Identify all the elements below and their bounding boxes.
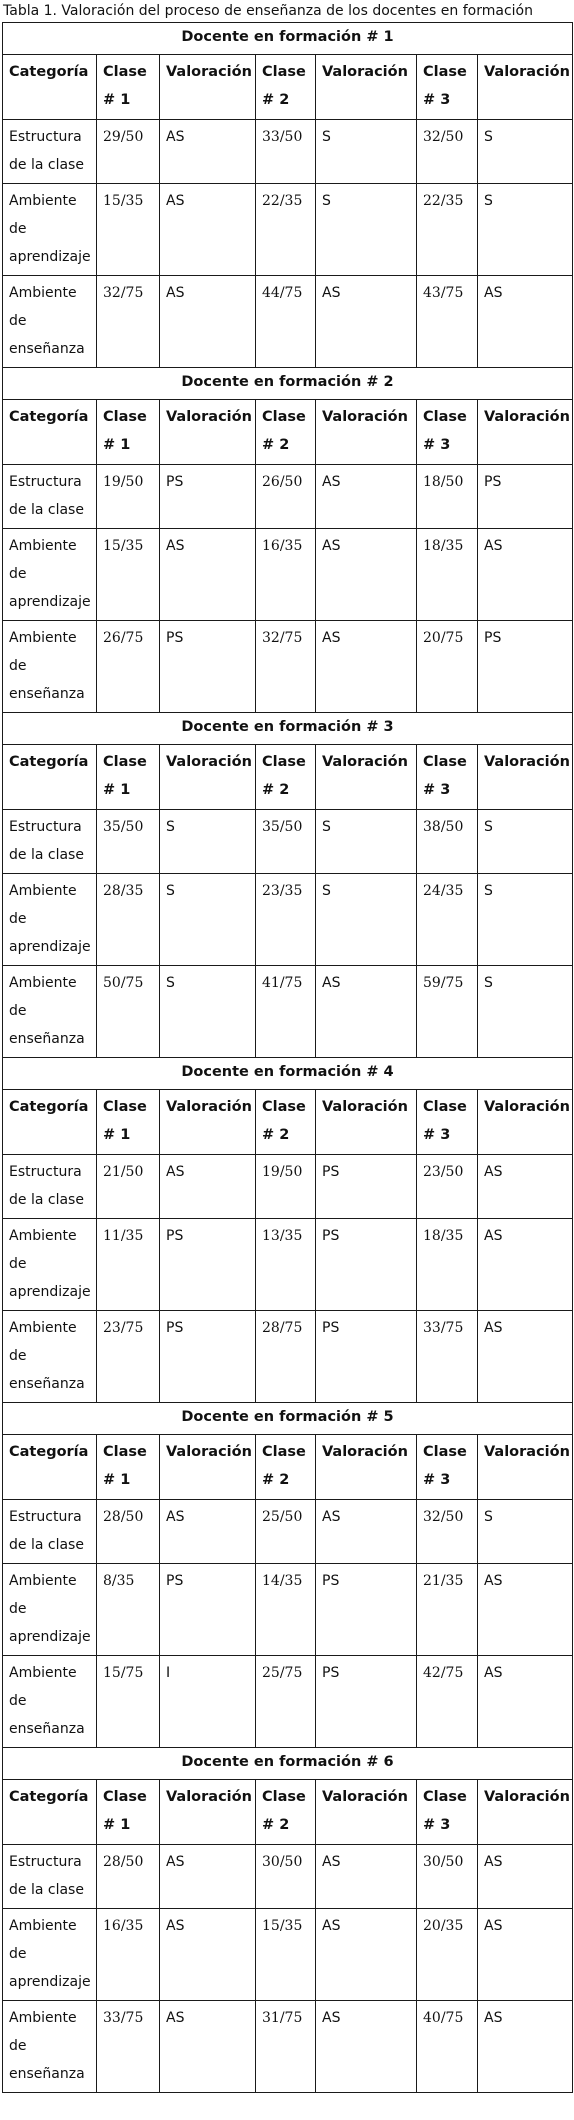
class-3-rating: S — [478, 184, 573, 276]
class-2-rating: AS — [316, 1845, 417, 1909]
class-3-score: 32/50 — [417, 1500, 478, 1564]
section-title: Docente en formación # 5 — [3, 1403, 573, 1435]
rating-2-header: Valoración — [316, 55, 417, 120]
class-3-rating: AS — [478, 276, 573, 368]
category-header: Categoría — [3, 745, 97, 810]
category-header: Categoría — [3, 1435, 97, 1500]
class-3-rating: S — [478, 120, 573, 184]
class-2-score: 28/75 — [256, 1311, 316, 1403]
class-3-rating: AS — [478, 529, 573, 621]
class-3-header: Clase # 3 — [417, 745, 478, 810]
class-2-score: 23/35 — [256, 874, 316, 966]
section-title: Docente en formación # 4 — [3, 1058, 573, 1090]
class-3-rating: S — [478, 810, 573, 874]
class-2-rating: AS — [316, 2001, 417, 2093]
section-title-row — [3, 1748, 573, 1780]
class-1-score: 28/50 — [97, 1845, 160, 1909]
class-1-rating: AS — [160, 120, 256, 184]
section-title-row — [3, 23, 573, 55]
table-row — [3, 966, 573, 1058]
class-1-score: 33/75 — [97, 2001, 160, 2093]
class-3-score: 18/35 — [417, 529, 478, 621]
class-2-score: 35/50 — [256, 810, 316, 874]
class-3-header: Clase # 3 — [417, 400, 478, 465]
class-1-rating: PS — [160, 1311, 256, 1403]
class-1-score: 15/35 — [97, 184, 160, 276]
class-1-header: Clase # 1 — [97, 745, 160, 810]
class-3-score: 59/75 — [417, 966, 478, 1058]
category-cell: Ambiente de enseñanza — [3, 1656, 97, 1748]
section-title-row — [3, 1403, 573, 1435]
class-2-rating: PS — [316, 1564, 417, 1656]
rating-2-header: Valoración — [316, 1780, 417, 1845]
class-3-score: 32/50 — [417, 120, 478, 184]
rating-1-header: Valoración — [160, 1090, 256, 1155]
class-2-rating: PS — [316, 1311, 417, 1403]
class-1-rating: S — [160, 810, 256, 874]
rating-3-header: Valoración — [478, 400, 573, 465]
class-1-rating: AS — [160, 1500, 256, 1564]
category-cell: Ambiente de aprendizaje — [3, 1909, 97, 2001]
rating-3-header: Valoración — [478, 55, 573, 120]
class-1-rating: AS — [160, 1845, 256, 1909]
class-1-score: 8/35 — [97, 1564, 160, 1656]
header-row — [3, 1435, 573, 1500]
class-1-rating: PS — [160, 621, 256, 713]
category-header: Categoría — [3, 400, 97, 465]
category-header: Categoría — [3, 55, 97, 120]
class-2-rating: AS — [316, 966, 417, 1058]
class-1-score: 28/50 — [97, 1500, 160, 1564]
class-2-rating: AS — [316, 529, 417, 621]
rating-1-header: Valoración — [160, 1780, 256, 1845]
class-3-score: 33/75 — [417, 1311, 478, 1403]
category-cell: Estructura de la clase — [3, 1845, 97, 1909]
class-1-score: 23/75 — [97, 1311, 160, 1403]
table-row — [3, 120, 573, 184]
category-cell: Ambiente de aprendizaje — [3, 184, 97, 276]
class-2-score: 16/35 — [256, 529, 316, 621]
class-2-rating: PS — [316, 1219, 417, 1311]
class-2-score: 15/35 — [256, 1909, 316, 2001]
rating-1-header: Valoración — [160, 55, 256, 120]
category-cell: Ambiente de enseñanza — [3, 276, 97, 368]
class-1-score: 28/35 — [97, 874, 160, 966]
section-title: Docente en formación # 3 — [3, 713, 573, 745]
rating-3-header: Valoración — [478, 1090, 573, 1155]
class-2-rating: PS — [316, 1656, 417, 1748]
class-2-rating: AS — [316, 621, 417, 713]
table-row — [3, 184, 573, 276]
class-1-score: 21/50 — [97, 1155, 160, 1219]
class-3-score: 24/35 — [417, 874, 478, 966]
rating-2-header: Valoración — [316, 745, 417, 810]
class-1-score: 32/75 — [97, 276, 160, 368]
class-3-score: 40/75 — [417, 2001, 478, 2093]
class-3-rating: S — [478, 966, 573, 1058]
table-row — [3, 1564, 573, 1656]
class-1-rating: PS — [160, 1564, 256, 1656]
class-3-rating: S — [478, 874, 573, 966]
class-1-rating: AS — [160, 529, 256, 621]
table-row — [3, 1500, 573, 1564]
class-3-rating: PS — [478, 621, 573, 713]
evaluation-table — [2, 22, 573, 2093]
class-3-score: 23/50 — [417, 1155, 478, 1219]
table-row — [3, 1909, 573, 2001]
class-3-rating: AS — [478, 2001, 573, 2093]
class-1-score: 50/75 — [97, 966, 160, 1058]
category-cell: Estructura de la clase — [3, 810, 97, 874]
section-title: Docente en formación # 6 — [3, 1748, 573, 1780]
class-1-header: Clase # 1 — [97, 1435, 160, 1500]
class-3-score: 20/75 — [417, 621, 478, 713]
class-1-header: Clase # 1 — [97, 400, 160, 465]
class-3-rating: AS — [478, 1909, 573, 2001]
table-row — [3, 1155, 573, 1219]
table-row — [3, 529, 573, 621]
class-1-rating: AS — [160, 1155, 256, 1219]
rating-2-header: Valoración — [316, 1090, 417, 1155]
category-cell: Ambiente de aprendizaje — [3, 529, 97, 621]
header-row — [3, 400, 573, 465]
class-2-score: 14/35 — [256, 1564, 316, 1656]
class-3-rating: AS — [478, 1311, 573, 1403]
category-cell: Estructura de la clase — [3, 465, 97, 529]
category-cell: Ambiente de enseñanza — [3, 2001, 97, 2093]
class-3-header: Clase # 3 — [417, 1435, 478, 1500]
class-2-score: 25/50 — [256, 1500, 316, 1564]
class-2-header: Clase # 2 — [256, 400, 316, 465]
class-3-rating: PS — [478, 465, 573, 529]
class-3-score: 30/50 — [417, 1845, 478, 1909]
class-2-score: 32/75 — [256, 621, 316, 713]
class-1-rating: AS — [160, 1909, 256, 2001]
header-row — [3, 55, 573, 120]
rating-3-header: Valoración — [478, 1435, 573, 1500]
rating-2-header: Valoración — [316, 400, 417, 465]
class-3-score: 20/35 — [417, 1909, 478, 2001]
class-2-rating: S — [316, 874, 417, 966]
class-1-rating: AS — [160, 276, 256, 368]
category-header: Categoría — [3, 1090, 97, 1155]
class-3-score: 18/35 — [417, 1219, 478, 1311]
category-header: Categoría — [3, 1780, 97, 1845]
class-1-score: 15/35 — [97, 529, 160, 621]
rating-1-header: Valoración — [160, 400, 256, 465]
class-3-score: 42/75 — [417, 1656, 478, 1748]
class-3-rating: AS — [478, 1155, 573, 1219]
section-title-row — [3, 713, 573, 745]
section-title-row — [3, 1058, 573, 1090]
rating-1-header: Valoración — [160, 745, 256, 810]
class-2-header: Clase # 2 — [256, 1090, 316, 1155]
table-row — [3, 1311, 573, 1403]
class-2-score: 25/75 — [256, 1656, 316, 1748]
table-row — [3, 465, 573, 529]
class-2-score: 13/35 — [256, 1219, 316, 1311]
class-3-header: Clase # 3 — [417, 1090, 478, 1155]
category-cell: Ambiente de enseñanza — [3, 621, 97, 713]
category-cell: Estructura de la clase — [3, 1500, 97, 1564]
table-row — [3, 1845, 573, 1909]
class-1-score: 26/75 — [97, 621, 160, 713]
class-3-rating: S — [478, 1500, 573, 1564]
class-2-header: Clase # 2 — [256, 1780, 316, 1845]
class-2-score: 33/50 — [256, 120, 316, 184]
class-1-rating: I — [160, 1656, 256, 1748]
class-3-rating: AS — [478, 1564, 573, 1656]
class-2-score: 22/35 — [256, 184, 316, 276]
class-1-score: 19/50 — [97, 465, 160, 529]
table-row — [3, 2001, 573, 2093]
category-cell: Ambiente de enseñanza — [3, 1311, 97, 1403]
class-2-score: 30/50 — [256, 1845, 316, 1909]
class-1-rating: S — [160, 874, 256, 966]
header-row — [3, 745, 573, 810]
table-row — [3, 1656, 573, 1748]
section-title: Docente en formación # 1 — [3, 23, 573, 55]
class-3-rating: AS — [478, 1845, 573, 1909]
class-2-rating: PS — [316, 1155, 417, 1219]
class-3-score: 21/35 — [417, 1564, 478, 1656]
category-cell: Ambiente de aprendizaje — [3, 1219, 97, 1311]
class-1-rating: S — [160, 966, 256, 1058]
class-3-header: Clase # 3 — [417, 55, 478, 120]
table-row — [3, 810, 573, 874]
class-3-header: Clase # 3 — [417, 1780, 478, 1845]
table-row — [3, 1219, 573, 1311]
class-3-score: 18/50 — [417, 465, 478, 529]
table-row — [3, 621, 573, 713]
table-row — [3, 276, 573, 368]
class-2-header: Clase # 2 — [256, 55, 316, 120]
class-2-score: 19/50 — [256, 1155, 316, 1219]
rating-2-header: Valoración — [316, 1435, 417, 1500]
class-1-score: 15/75 — [97, 1656, 160, 1748]
class-2-header: Clase # 2 — [256, 1435, 316, 1500]
class-2-rating: AS — [316, 276, 417, 368]
class-1-rating: AS — [160, 184, 256, 276]
class-2-rating: AS — [316, 1500, 417, 1564]
header-row — [3, 1780, 573, 1845]
class-2-rating: S — [316, 810, 417, 874]
section-title-row — [3, 368, 573, 400]
class-1-score: 11/35 — [97, 1219, 160, 1311]
category-cell: Ambiente de aprendizaje — [3, 1564, 97, 1656]
rating-1-header: Valoración — [160, 1435, 256, 1500]
category-cell: Estructura de la clase — [3, 1155, 97, 1219]
class-3-rating: AS — [478, 1219, 573, 1311]
class-2-score: 44/75 — [256, 276, 316, 368]
class-2-rating: AS — [316, 1909, 417, 2001]
class-3-score: 43/75 — [417, 276, 478, 368]
class-1-rating: AS — [160, 2001, 256, 2093]
table-row — [3, 874, 573, 966]
class-3-score: 38/50 — [417, 810, 478, 874]
category-cell: Ambiente de enseñanza — [3, 966, 97, 1058]
category-cell: Ambiente de aprendizaje — [3, 874, 97, 966]
class-1-header: Clase # 1 — [97, 1090, 160, 1155]
class-2-rating: S — [316, 120, 417, 184]
class-3-score: 22/35 — [417, 184, 478, 276]
class-1-score: 29/50 — [97, 120, 160, 184]
header-row — [3, 1090, 573, 1155]
class-1-rating: PS — [160, 1219, 256, 1311]
class-2-score: 31/75 — [256, 2001, 316, 2093]
class-1-score: 16/35 — [97, 1909, 160, 2001]
table-caption: Tabla 1. Valoración del proceso de enseñanza de los docentes en formación — [3, 3, 533, 19]
class-2-score: 41/75 — [256, 966, 316, 1058]
class-2-header: Clase # 2 — [256, 745, 316, 810]
section-title: Docente en formación # 2 — [3, 368, 573, 400]
class-2-score: 26/50 — [256, 465, 316, 529]
class-1-header: Clase # 1 — [97, 55, 160, 120]
class-3-rating: AS — [478, 1656, 573, 1748]
class-1-header: Clase # 1 — [97, 1780, 160, 1845]
class-2-rating: S — [316, 184, 417, 276]
class-2-rating: AS — [316, 465, 417, 529]
rating-3-header: Valoración — [478, 1780, 573, 1845]
class-1-rating: PS — [160, 465, 256, 529]
class-1-score: 35/50 — [97, 810, 160, 874]
rating-3-header: Valoración — [478, 745, 573, 810]
category-cell: Estructura de la clase — [3, 120, 97, 184]
